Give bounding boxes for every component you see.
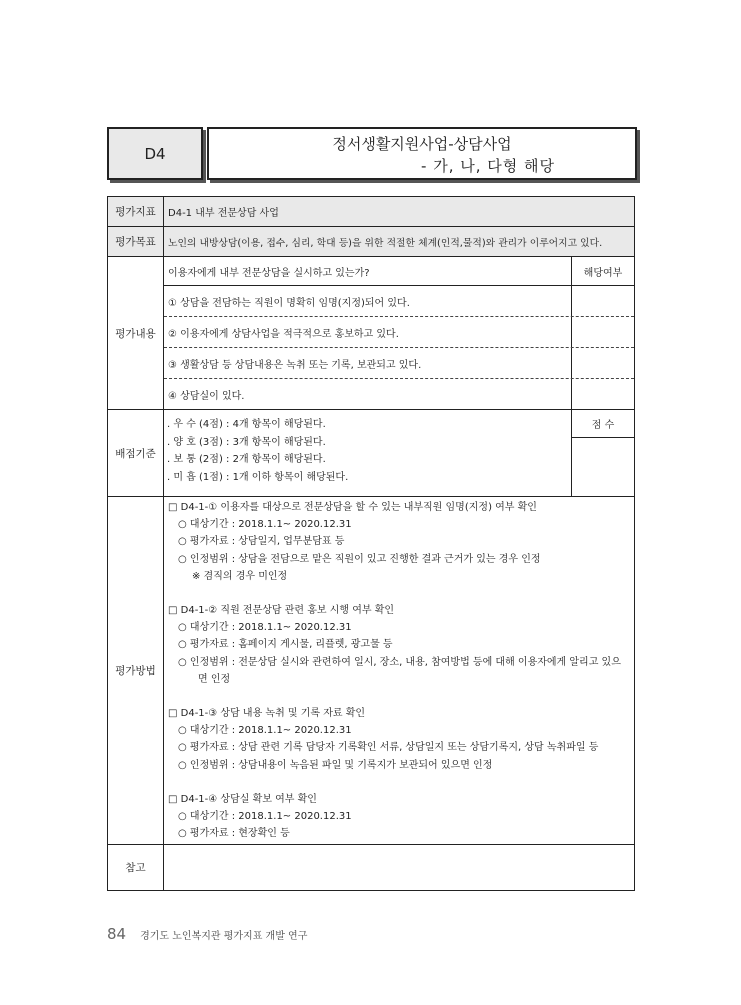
score-line-3: . 보 통 (2점) : 2개 항목이 해당된다.	[167, 454, 326, 465]
score-line-1: . 우 수 (4점) : 4개 항목이 해당된다.	[167, 419, 326, 430]
section-title-box	[207, 127, 637, 180]
note-row	[108, 845, 635, 891]
page-footer	[107, 925, 307, 943]
content-question-row	[164, 257, 634, 286]
score-row	[108, 410, 635, 497]
note-label: 참고	[108, 845, 164, 891]
content-item-4: ④ 상담실이 있다.	[168, 390, 245, 402]
method-4-title: □ D4-1-④ 상담실 확보 여부 확인	[168, 793, 317, 805]
note-value[interactable]	[164, 845, 635, 891]
check-cell-1[interactable]	[571, 286, 634, 316]
content-item-1: ① 상담을 전담하는 직원이 명확히 임명(지정)되어 있다.	[168, 297, 410, 309]
evaluation-table	[107, 196, 635, 891]
method-1-materials: ○ 평가자료 : 상담일지, 업무분담표 등	[178, 536, 345, 548]
check-cell-3[interactable]	[571, 348, 634, 378]
content-row	[108, 257, 635, 410]
method-1-note: ※ 겸직의 경우 미인정	[192, 570, 288, 582]
list-item	[164, 317, 634, 348]
content-item-2: ② 이용자에게 상담사업을 적극적으로 홍보하고 있다.	[168, 328, 399, 340]
section-subtitle: - 가, 나, 다형 해당	[421, 157, 555, 175]
content-question: 이용자에게 내부 전문상담을 실시하고 있는가?	[168, 267, 370, 279]
method-2-title: □ D4-1-② 직원 전문상담 관련 홍보 시행 여부 확인	[168, 605, 395, 617]
score-cell	[164, 410, 635, 497]
method-3-materials: ○ 평가자료 : 상담 관련 기록 담당자 기록확인 서류, 상담일지 또는 상담기록지, 상담 녹취파일 등	[178, 742, 599, 754]
score-line-2: . 양 호 (3점) : 3개 항목이 해당된다.	[167, 436, 326, 448]
method-3-title: □ D4-1-③ 상담 내용 녹취 및 기록 자료 확인	[168, 708, 366, 720]
method-section-2	[168, 602, 634, 688]
method-section-1	[168, 499, 634, 585]
content-item-3: ③ 생활상담 등 상담내용은 녹취 또는 기록, 보관되고 있다.	[168, 359, 422, 371]
score-label: 배점기준	[108, 410, 164, 497]
content-label: 평가내용	[108, 257, 164, 410]
list-item	[164, 379, 634, 409]
method-2-period: ○ 대상기간 : 2018.1.1~ 2020.12.31	[178, 622, 352, 634]
score-header: 점 수	[572, 410, 634, 438]
page-number: 84	[107, 925, 127, 943]
method-1-scope: ○ 인정범위 : 상담을 전담으로 맡은 직원이 있고 진행한 결과 근거가 있는 경우 인정	[178, 553, 541, 565]
score-line-4: . 미 흡 (1점) : 1개 이하 항목이 해당된다.	[167, 471, 349, 483]
list-item	[164, 286, 634, 317]
method-4-materials: ○ 평가자료 : 현장확인 등	[178, 828, 290, 840]
method-3-period: ○ 대상기간 : 2018.1.1~ 2020.12.31	[178, 725, 352, 737]
method-label: 평가방법	[108, 497, 164, 845]
indicator-value: D4-1 내부 전문상담 사업	[164, 197, 635, 227]
method-1-period: ○ 대상기간 : 2018.1.1~ 2020.12.31	[178, 519, 352, 531]
method-section-4	[168, 791, 634, 843]
goal-value: 노인의 내방상담(이용, 접수, 심리, 학대 등)을 위한 적절한 체계(인적,물적)와 관리가 이루어지고 있다.	[164, 227, 635, 257]
check-cell-4[interactable]	[571, 379, 634, 409]
list-item	[164, 348, 634, 379]
method-row	[108, 497, 635, 845]
score-input-cell[interactable]	[572, 438, 634, 496]
method-4-period: ○ 대상기간 : 2018.1.1~ 2020.12.31	[178, 811, 352, 823]
section-code: D4	[107, 127, 203, 180]
method-cell	[164, 497, 635, 845]
content-cell	[164, 257, 635, 410]
method-2-materials: ○ 평가자료 : 홈페이지 게시물, 리플렛, 광고물 등	[178, 639, 393, 651]
indicator-row	[108, 197, 635, 227]
check-header: 해당여부	[571, 257, 634, 285]
indicator-label: 평가지표	[108, 197, 164, 227]
method-1-title: □ D4-1-① 이용자를 대상으로 전문상담을 할 수 있는 내부직원 임명(지정) 여부 확인	[168, 502, 537, 513]
method-2-scope: ○ 인정범위 : 전문상담 실시와 관련하여 일시, 장소, 내용, 참여방법 등에 대해 이용자에게 알리고 있으	[178, 656, 621, 668]
check-cell-2[interactable]	[571, 317, 634, 347]
goal-row	[108, 227, 635, 257]
footer-title: 경기도 노인복지관 평가지표 개발 연구	[140, 931, 308, 942]
method-section-3	[168, 705, 634, 774]
goal-label: 평가목표	[108, 227, 164, 257]
method-2-scope-cont: 면 인정	[198, 673, 231, 685]
section-title: 정서생활지원사업-상담사업	[332, 135, 512, 153]
method-3-scope: ○ 인정범위 : 상담내용이 녹음된 파일 및 기록지가 보관되어 있으면 인정	[178, 759, 493, 771]
